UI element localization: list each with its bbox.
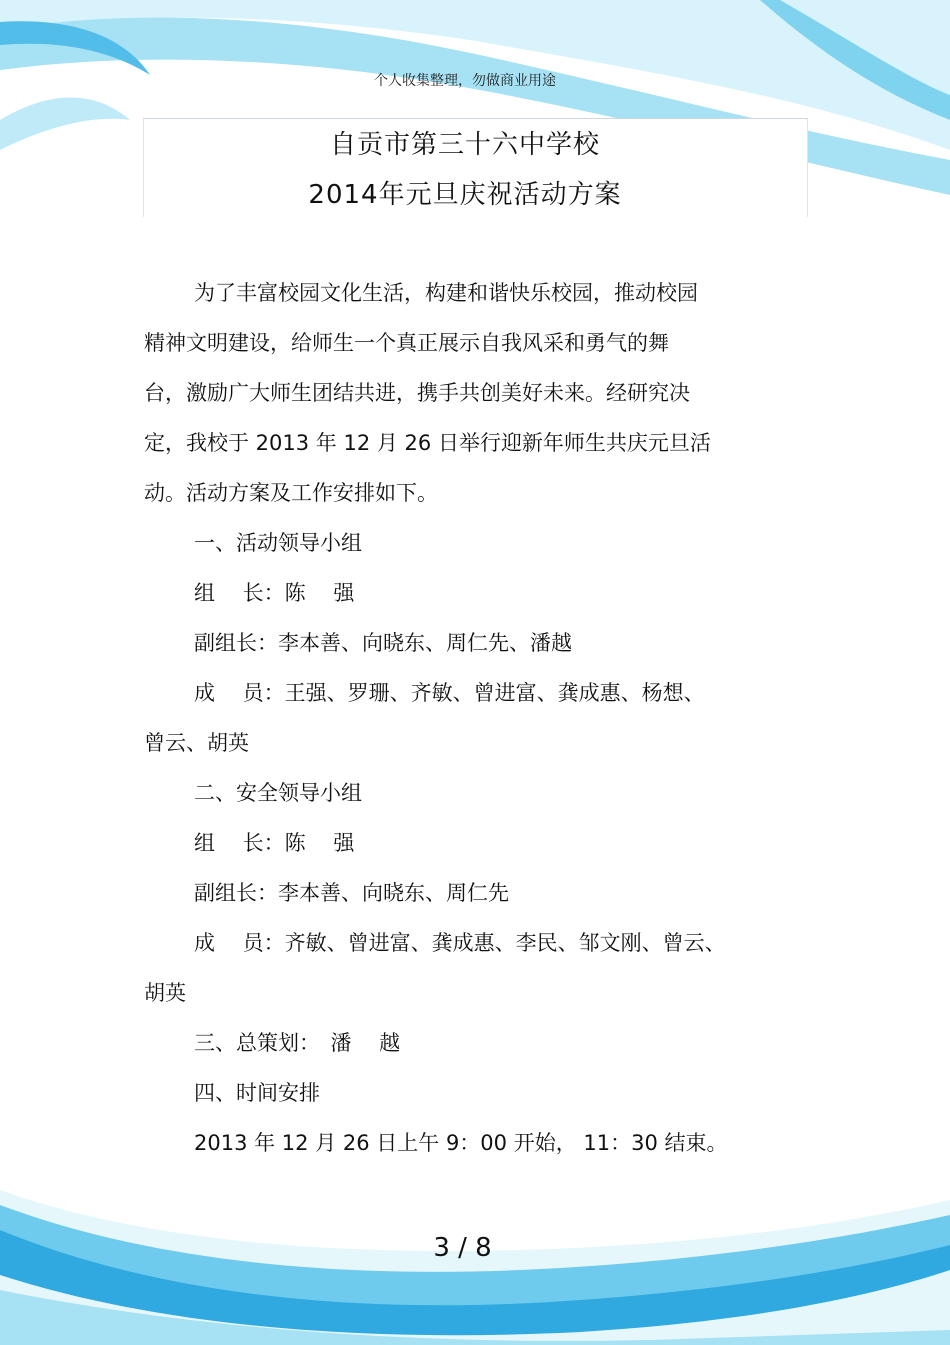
document-title-line1: 自贡市第三十六中学校: [329, 130, 600, 160]
section2-leader: 组 长：陈 强: [194, 831, 355, 855]
intro-line: 为了丰富校园文化生活，构建和谐快乐校园，推动校园: [194, 281, 698, 305]
intro-line: 动。活动方案及工作安排如下。: [144, 481, 438, 505]
section1-heading: 一、活动领导小组: [194, 531, 362, 555]
section2-heading: 二、安全领导小组: [194, 781, 362, 805]
section2-members-cont: 胡英: [144, 981, 186, 1005]
document-body: [144, 268, 784, 1168]
page-number: 3 / 8: [433, 1233, 492, 1263]
section4-heading: 四、时间安排: [194, 1081, 320, 1105]
section4-time: 2013 年 12 月 26 日上午 9：00 开始， 11：30 结束。: [194, 1131, 728, 1155]
intro-line: 精神文明建设，给师生一个真正展示自我风采和勇气的舞: [144, 331, 669, 355]
header-note: 个人收集整理，勿做商业用途: [374, 73, 556, 89]
section1-deputy: 副组长：李本善、向晓东、周仁先、潘越: [194, 631, 572, 655]
section2-deputy: 副组长：李本善、向晓东、周仁先: [194, 881, 509, 905]
section1-members: 成 员：王强、罗珊、齐敏、曾进富、龚成惠、杨想、: [194, 681, 705, 705]
document-title-line2: 2014年元旦庆祝活动方案: [308, 180, 622, 210]
section3-heading: 三、总策划： 潘 越: [194, 1031, 401, 1055]
intro-line: 定，我校于 2013 年 12 月 26 日举行迎新年师生共庆元旦活: [144, 431, 711, 455]
intro-line: 台，激励广大师生团结共进，携手共创美好未来。经研究决: [144, 381, 690, 405]
section1-leader: 组 长：陈 强: [194, 581, 355, 605]
section1-members-cont: 曾云、胡英: [144, 731, 249, 755]
section2-members: 成 员：齐敏、曾进富、龚成惠、李民、邹文刚、曾云、: [194, 931, 726, 955]
